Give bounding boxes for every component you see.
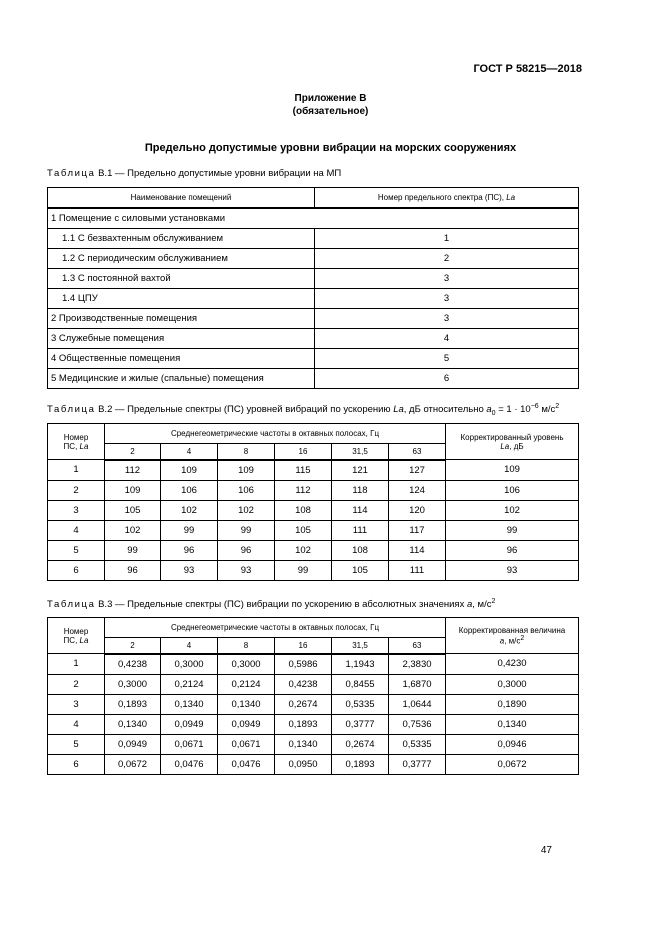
table1-row-name: 1.4 ЦПУ [48, 289, 315, 309]
table2-cell: 114 [332, 500, 389, 520]
table2-caption-sq: 2 [555, 403, 560, 410]
table3-cell: 0,5986 [275, 654, 332, 675]
table2-cell: 120 [389, 500, 446, 520]
table2-cell: 109 [218, 460, 275, 481]
table3-corrected-value: 0,1340 [446, 714, 579, 734]
table3-cell: 0,3000 [218, 654, 275, 675]
table3-cell: 0,3000 [105, 674, 161, 694]
table2-cell: 102 [161, 500, 218, 520]
table2-row-number: 2 [48, 480, 105, 500]
table2-row [48, 560, 579, 580]
table3-cell: 0,8455 [332, 674, 389, 694]
table1-row-name: 1.1 С безвахтенным обслуживанием [48, 229, 315, 249]
table2-row [48, 540, 579, 560]
table3-col-number-a: Номер [63, 626, 89, 636]
table3-cell: 1,6870 [389, 674, 446, 694]
table3-cell: 1,0644 [389, 694, 446, 714]
table3-col-corrected-var: a [499, 636, 505, 646]
table1-row-value: 3 [315, 289, 579, 309]
table2-col-corrected-b: , дБ [509, 441, 524, 451]
table1-row [48, 369, 579, 389]
table3-row-number: 3 [48, 694, 105, 714]
table2-cell: 114 [389, 540, 446, 560]
table3-row [48, 754, 579, 774]
table3-cell: 0,0672 [105, 754, 161, 774]
table3 [47, 617, 579, 775]
table3-corrected-value: 0,0946 [446, 734, 579, 754]
table2-cell: 108 [332, 540, 389, 560]
table1-col-number-var: La [506, 193, 516, 202]
table3-cell: 0,1340 [105, 714, 161, 734]
table2-cell: 121 [332, 460, 389, 481]
table3-cell: 0,1893 [275, 714, 332, 734]
table1-row-value: 1 [315, 229, 579, 249]
table2-cell: 96 [218, 540, 275, 560]
table3-cell: 0,1340 [161, 694, 218, 714]
table2-col-corrected-var: La [500, 441, 510, 451]
table1-section-label: 1 Помещение с силовыми установками [48, 208, 579, 229]
table3-caption [47, 598, 495, 610]
table1-caption-text: В.1 — Предельно допустимые уровни вибрации на МП [98, 168, 342, 179]
table3-row-number: 4 [48, 714, 105, 734]
table2-corrected-value: 96 [446, 540, 579, 560]
document-code: ГОСТ Р 58215—2018 [473, 63, 582, 75]
table2-header-row [48, 424, 579, 444]
table2-cell: 93 [218, 560, 275, 580]
table2-cell: 99 [161, 520, 218, 540]
table3-cell: 0,5335 [332, 694, 389, 714]
table3-corrected-value: 0,1890 [446, 694, 579, 714]
table2-row-number: 3 [48, 500, 105, 520]
table1-row-value: 5 [315, 349, 579, 369]
table2-cell: 118 [332, 480, 389, 500]
table2-col-number [48, 424, 105, 460]
appendix-title: Приложение В [294, 93, 367, 104]
table3-cell: 0,0949 [161, 714, 218, 734]
table2-freq: 8 [218, 444, 275, 460]
table3-cell: 0,4238 [105, 654, 161, 675]
table2-caption-var: La [393, 404, 404, 416]
table3-caption-sq: 2 [491, 598, 496, 605]
table2 [47, 423, 579, 581]
table2-corrected-value: 102 [446, 500, 579, 520]
table2-cell: 105 [275, 520, 332, 540]
table2-row-number: 1 [48, 460, 105, 481]
table1-row-name: 1.2 С периодическим обслуживанием [48, 249, 315, 269]
table1-row [48, 269, 579, 289]
table2-corrected-value: 106 [446, 480, 579, 500]
table2-cell: 117 [389, 520, 446, 540]
table3-row-number: 6 [48, 754, 105, 774]
table1-row [48, 289, 579, 309]
table3-cell: 0,0476 [218, 754, 275, 774]
table2-row-number: 6 [48, 560, 105, 580]
table2-cell: 109 [161, 460, 218, 481]
table3-corrected-value: 0,0672 [446, 754, 579, 774]
table2-freq: 4 [161, 444, 218, 460]
table1-row-name: 1.3 С постоянной вахтой [48, 269, 315, 289]
table3-cell: 0,3777 [389, 754, 446, 774]
table3-row [48, 674, 579, 694]
table2-cell: 102 [275, 540, 332, 560]
table3-cell: 0,1340 [275, 734, 332, 754]
table3-cell: 0,0950 [275, 754, 332, 774]
table2-col-corrected [446, 424, 579, 460]
table2-cell: 111 [332, 520, 389, 540]
table3-cell: 0,2124 [218, 674, 275, 694]
table3-cell: 0,0476 [161, 754, 218, 774]
appendix-heading [0, 92, 661, 118]
table1-row-name: 3 Служебные помещения [48, 329, 315, 349]
table3-caption-text: В.3 — Предельные спектры (ПС) вибрации по ускорению в абсолютных значениях [98, 599, 465, 611]
table3-row-number: 5 [48, 734, 105, 754]
table2-col-number-a: Номер [63, 432, 89, 442]
table3-freq-header: Среднегеометрические частоты в октавных полосах, Гц [105, 618, 446, 638]
table3-col-number-b: ПС, [63, 635, 78, 645]
table2-corrected-value: 99 [446, 520, 579, 540]
table3-header-row [48, 618, 579, 638]
table1-row [48, 249, 579, 269]
table2-cell: 112 [105, 460, 161, 481]
table3-cell: 0,0949 [218, 714, 275, 734]
table2-cell: 99 [218, 520, 275, 540]
table1-row-value: 3 [315, 269, 579, 289]
table3-col-number [48, 618, 105, 654]
table2-freq-header: Среднегеометрические частоты в октавных полосах, Гц [105, 424, 446, 444]
table3-cell: 1,1943 [332, 654, 389, 675]
table1-col-name: Наименование помещений [48, 188, 315, 209]
table2-col-number-var: La [79, 441, 89, 451]
table3-cell: 0,1340 [218, 694, 275, 714]
table3-freq: 31,5 [332, 638, 389, 654]
table3-cell: 0,7536 [389, 714, 446, 734]
table2-row [48, 500, 579, 520]
table3-cell: 0,1893 [332, 754, 389, 774]
table3-freq: 4 [161, 638, 218, 654]
table3-row [48, 694, 579, 714]
table1-row [48, 329, 579, 349]
table3-cell: 0,3777 [332, 714, 389, 734]
table3-col-corrected-sq: 2 [520, 634, 525, 642]
table3-cell: 0,0671 [161, 734, 218, 754]
table2-caption-text3: = 1 · 10 [495, 404, 531, 416]
table2-freq: 16 [275, 444, 332, 460]
table2-cell: 112 [275, 480, 332, 500]
table2-cell: 127 [389, 460, 446, 481]
table2-freq: 63 [389, 444, 446, 460]
table2-cell: 124 [389, 480, 446, 500]
table2-freq: 31,5 [332, 444, 389, 460]
table2-caption-text: В.2 — Предельные спектры (ПС) уровней вибраций по ускорению [98, 404, 391, 416]
table1-row [48, 229, 579, 249]
table1-row-value: 4 [315, 329, 579, 349]
table3-cell: 0,1893 [105, 694, 161, 714]
table2-cell: 105 [332, 560, 389, 580]
table3-col-number-var: La [79, 635, 89, 645]
table2-body [48, 460, 579, 581]
table3-corrected-value: 0,4230 [446, 654, 579, 675]
main-title: Предельно допустимые уровни вибрации на морских сооружениях [144, 142, 517, 154]
page-number: 47 [540, 845, 552, 856]
table3-cell: 0,0949 [105, 734, 161, 754]
table1-caption [47, 168, 341, 179]
table1 [47, 187, 579, 389]
table2-row [48, 460, 579, 481]
table2-caption-a0: a [486, 404, 492, 416]
table2-corrected-value: 109 [446, 460, 579, 481]
table3-cell: 0,0671 [218, 734, 275, 754]
table2-cell: 102 [218, 500, 275, 520]
table2-cell: 96 [161, 540, 218, 560]
table3-row [48, 654, 579, 675]
table3-freq: 2 [105, 638, 161, 654]
table3-cell: 0,2674 [332, 734, 389, 754]
table2-cell: 105 [105, 500, 161, 520]
table1-header-row [48, 188, 579, 209]
table3-col-corrected-a: Корректированная величина [458, 625, 566, 635]
table2-caption [47, 403, 559, 417]
table3-corrected-value: 0,3000 [446, 674, 579, 694]
table1-row-name: 4 Общественные помещения [48, 349, 315, 369]
table1-row [48, 349, 579, 369]
table2-cell: 108 [275, 500, 332, 520]
table2-cell: 102 [105, 520, 161, 540]
table2-cell: 109 [105, 480, 161, 500]
table3-cell: 0,2124 [161, 674, 218, 694]
table1-row [48, 309, 579, 329]
table2-cell: 93 [161, 560, 218, 580]
table2-corrected-value: 93 [446, 560, 579, 580]
table2-cell: 111 [389, 560, 446, 580]
table2-label: Таблица [47, 404, 96, 416]
table2-row-number: 5 [48, 540, 105, 560]
table1-row-value: 6 [315, 369, 579, 389]
table1-col-number [315, 188, 579, 209]
table2-caption-unit: м/с [538, 404, 556, 416]
table2-caption-sub: 0 [491, 410, 496, 418]
table3-label: Таблица [47, 599, 96, 611]
table2-cell: 115 [275, 460, 332, 481]
table2-caption-exp: −6 [530, 403, 539, 410]
table1-row-value: 2 [315, 249, 579, 269]
table3-freq: 63 [389, 638, 446, 654]
table3-cell: 0,4238 [275, 674, 332, 694]
table3-cell: 0,2674 [275, 694, 332, 714]
table1-row-value: 3 [315, 309, 579, 329]
table2-cell: 96 [105, 560, 161, 580]
table3-cell: 2,3830 [389, 654, 446, 675]
table3-freq: 8 [218, 638, 275, 654]
table3-caption-var: a [466, 599, 473, 611]
table3-col-corrected-b: , м/с [504, 636, 521, 646]
table1-label: Таблица [47, 168, 96, 179]
table3-freq: 16 [275, 638, 332, 654]
table2-freq: 2 [105, 444, 161, 460]
table3-row [48, 714, 579, 734]
table2-col-corrected-a: Корректированный уровень [460, 432, 564, 442]
table3-cell: 0,5335 [389, 734, 446, 754]
table1-row-name: 5 Медицинские и жилые (спальные) помещения [48, 369, 315, 389]
table1-row-name: 2 Производственные помещения [48, 309, 315, 329]
table2-cell: 99 [105, 540, 161, 560]
table3-col-corrected [446, 618, 579, 654]
table3-caption-unit: , м/с [472, 599, 492, 611]
table2-cell: 106 [218, 480, 275, 500]
table2-row-number: 4 [48, 520, 105, 540]
table2-row [48, 520, 579, 540]
table3-row-number: 2 [48, 674, 105, 694]
table3-body [48, 654, 579, 775]
table2-col-number-b: ПС, [63, 441, 78, 451]
table3-row-number: 1 [48, 654, 105, 675]
table3-cell: 0,3000 [161, 654, 218, 675]
table1-col-number-text: Номер предельного спектра (ПС), [377, 193, 504, 202]
table3-row [48, 734, 579, 754]
appendix-subtitle: (обязательное) [292, 106, 369, 117]
table2-cell: 99 [275, 560, 332, 580]
table2-row [48, 480, 579, 500]
table1-section-row [48, 208, 579, 229]
table2-caption-text2: , дБ относительно [403, 404, 484, 416]
table2-cell: 106 [161, 480, 218, 500]
